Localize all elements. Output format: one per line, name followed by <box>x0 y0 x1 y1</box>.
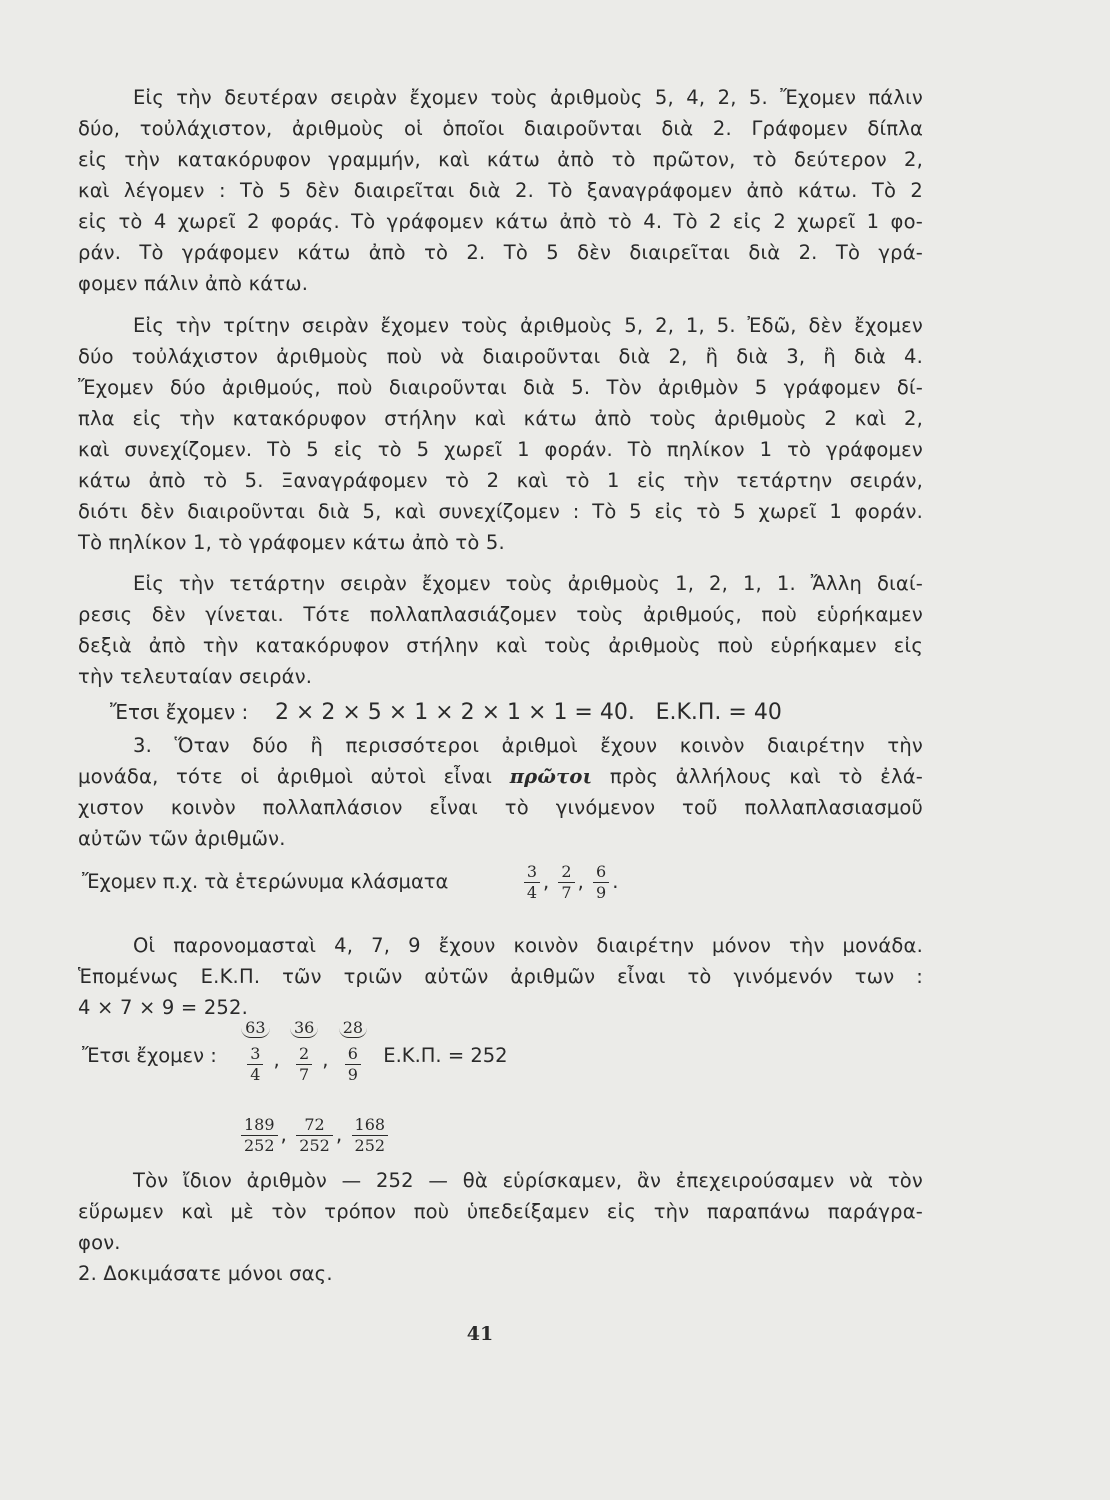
text-line: φομεν πάλιν ἀπὸ κάτω. <box>78 272 309 295</box>
lcm-equation-252 <box>82 1018 508 1085</box>
text-line: πλα εἰς τὴν κατακόρυφον στήλην καὶ κάτω ἀπὸ τοὺς ἀριθμοὺς 2 καὶ 2, <box>78 407 923 430</box>
text-line: Εἰς τὴν τετάρτην σειρὰν ἔχομεν τοὺς ἀριθμοὺς 1, 2, 1, 1. Ἄλλη διαί- <box>133 572 923 595</box>
fraction: $\frac{168}{252}$ <box>352 1115 389 1156</box>
text-line: καὶ συνεχίζομεν. Τὸ 5 εἰς τὸ 5 χωρεῖ 1 φοράν. Τὸ πηλίκον 1 τὸ γράφομεν <box>78 438 923 461</box>
fraction: $\frac{6}{9}$ <box>593 862 609 903</box>
text-line: αὐτῶν τῶν ἀριθμῶν. <box>78 827 286 850</box>
separator: . <box>612 870 619 893</box>
text-line: τὴν τελευταίαν σειράν. <box>78 665 313 688</box>
text-line: Εἰς τὴν δευτέραν σειρὰν ἔχομεν τοὺς ἀριθμοὺς 5, 4, 2, 5. Ἔχομεν πάλιν <box>133 86 923 109</box>
fraction-with-multiplier <box>241 1018 269 1085</box>
text-line: κάτω ἀπὸ τὸ 5. Ξαναγράφομεν τὸ 2 καὶ τὸ 1 εἰς τὴν τετάρτην σειράν, <box>78 469 923 492</box>
text-line: 3. Ὅταν δύο ἢ περισσότεροι ἀριθμοὶ ἔχουν κοινὸν διαιρέτην τὴν <box>133 734 923 757</box>
text-line: καὶ λέγομεν : Τὸ 5 δὲν διαιρεῖται διὰ 2. Τὸ ξαναγράφομεν ἀπὸ κάτω. Τὸ 2 <box>78 179 923 202</box>
text-line: Ἔχομεν δύο ἀριθμούς, ποὺ διαιροῦνται διὰ 5. Τὸν ἀριθμὸν 5 γράφομεν δί- <box>78 376 923 399</box>
equation-expression: 2 × 2 × 5 × 1 × 2 × 1 × 1 = 40. <box>274 700 635 725</box>
text-line: διότι δὲν διαιροῦνται διὰ 5, καὶ συνεχίζομεν : Τὸ 5 εἰς τὸ 5 χωρεῖ 1 φοράν. <box>78 500 923 523</box>
text-line: Τὸ πηλίκον 1, τὸ γράφομεν κάτω ἀπὸ τὸ 5. <box>78 531 505 554</box>
text-line: Τὸν ἴδιον ἀριθμὸν — 252 — θὰ εὑρίσκαμεν, ἂν ἐπεχειρούσαμεν νὰ τὸν <box>133 1169 923 1192</box>
paragraph-fourth-row <box>78 568 923 692</box>
fraction: $\frac{3}{4}$ <box>524 862 540 903</box>
text-line <box>78 761 923 792</box>
equation-prefix: Ἔτσι ἔχομεν : <box>110 700 249 724</box>
paragraph-denominators <box>78 930 923 1023</box>
text-line: δύο τοὐλάχιστον ἀριθμοὺς ποὺ νὰ διαιροῦνται διὰ 2, ἢ διὰ 3, ἢ διὰ 4. <box>78 345 923 368</box>
example-prefix: Ἔχομεν π.χ. τὰ ἑτερώνυμα κλάσματα <box>82 870 449 893</box>
rule-three <box>78 730 923 854</box>
text-line: Εἰς τὴν τρίτην σειρὰν ἔχομεν τοὺς ἀριθμοὺς 5, 2, 1, 5. Ἐδῶ, δὲν ἔχομεν <box>133 314 923 337</box>
text-line: δύο, τοὐλάχιστον, ἀριθμοὺς οἱ ὁποῖοι διαιροῦνται διὰ 2. Γράφομεν δίπλα <box>78 117 923 140</box>
lcm-equation-40 <box>110 700 782 725</box>
emphasis-word: πρῶτοι <box>509 765 593 788</box>
text-line: εὕρωμεν καὶ μὲ τὸν τρόπον ποὺ ὑπεδείξαμεν εἰς τὴν παραπάνω παράγρα- <box>78 1200 923 1223</box>
text-line: Οἱ παρονομασταὶ 4, 7, 9 ἔχουν κοινὸν διαιρέτην μόνον τὴν μονάδα. <box>133 934 923 957</box>
multiplier: 28 <box>339 1018 367 1038</box>
text-line: Ἑπομένως Ε.Κ.Π. τῶν τριῶν αὐτῶν ἀριθμῶν εἶναι τὸ γινόμενόν των : <box>78 965 923 988</box>
multiplier: 63 <box>241 1018 269 1038</box>
paragraph-same-number <box>78 1165 923 1289</box>
fraction: $\frac{2}{7}$ <box>558 862 574 903</box>
text-line: 4 × 7 × 9 = 252. <box>78 996 249 1019</box>
fraction: $\frac{6}{9}$ <box>345 1044 361 1085</box>
separator: , <box>322 1048 329 1071</box>
equation-result: Ε.Κ.Π. = 252 <box>383 1044 508 1067</box>
text-line: ρεσις δὲν γίνεται. Τότε πολλαπλασιάζομεν τοὺς ἀριθμούς, ποὺ εὑρήκαμεν <box>78 603 923 626</box>
page-number: 41 <box>466 1323 494 1345</box>
text-line: εἰς τὸ 4 χωρεῖ 2 φοράς. Τὸ γράφομεν κάτω ἀπὸ τὸ 4. Τὸ 2 εἰς 2 χωρεῖ 1 φο- <box>78 210 923 233</box>
separator: , <box>577 870 584 893</box>
separator: , <box>280 1122 287 1146</box>
exercise-line: 2. Δοκιμάσατε μόνοι σας. <box>78 1262 333 1285</box>
text-line: εἰς τὴν κατακόρυφον γραμμήν, καὶ κάτω ἀπὸ τὸ πρῶτον, τὸ δεύτερον 2, <box>78 148 923 171</box>
paragraph-third-row <box>78 310 923 558</box>
fraction: $\frac{189}{252}$ <box>241 1115 278 1156</box>
converted-fractions <box>238 1115 391 1156</box>
text-segment: πρὸς ἀλλήλους καὶ τὸ ἐλά- <box>609 765 923 788</box>
text-line: χιστον κοινὸν πολλαπλάσιον εἶναι τὸ γινόμενον τοῦ πολλαπλασιασμοῦ <box>78 796 923 819</box>
equation-result: Ε.Κ.Π. = 40 <box>655 700 782 725</box>
separator: , <box>273 1048 280 1071</box>
text-segment: μονάδα, τότε οἱ ἀριθμοὶ αὐτοὶ εἶναι <box>78 765 493 788</box>
text-line: ράν. Τὸ γράφομεν κάτω ἀπὸ τὸ 2. Τὸ 5 δὲν διαιρεῖται διὰ 2. Τὸ γρά- <box>78 241 923 264</box>
fraction-with-multiplier <box>290 1018 318 1085</box>
fraction-with-multiplier <box>339 1018 367 1085</box>
example-fractions <box>82 862 618 903</box>
paragraph-second-row <box>78 82 923 299</box>
fraction: $\frac{2}{7}$ <box>296 1044 312 1085</box>
fraction: $\frac{3}{4}$ <box>247 1044 263 1085</box>
multiplier: 36 <box>290 1018 318 1038</box>
text-line: φον. <box>78 1231 121 1254</box>
text-line: δεξιὰ ἀπὸ τὴν κατακόρυφον στήλην καὶ τοὺς ἀριθμοὺς ποὺ εὑρήκαμεν εἰς <box>78 634 923 657</box>
equation-prefix: Ἔτσι ἔχομεν : <box>82 1044 217 1067</box>
fraction: $\frac{72}{252}$ <box>296 1115 333 1156</box>
separator: , <box>335 1122 343 1146</box>
separator: , <box>543 870 550 893</box>
